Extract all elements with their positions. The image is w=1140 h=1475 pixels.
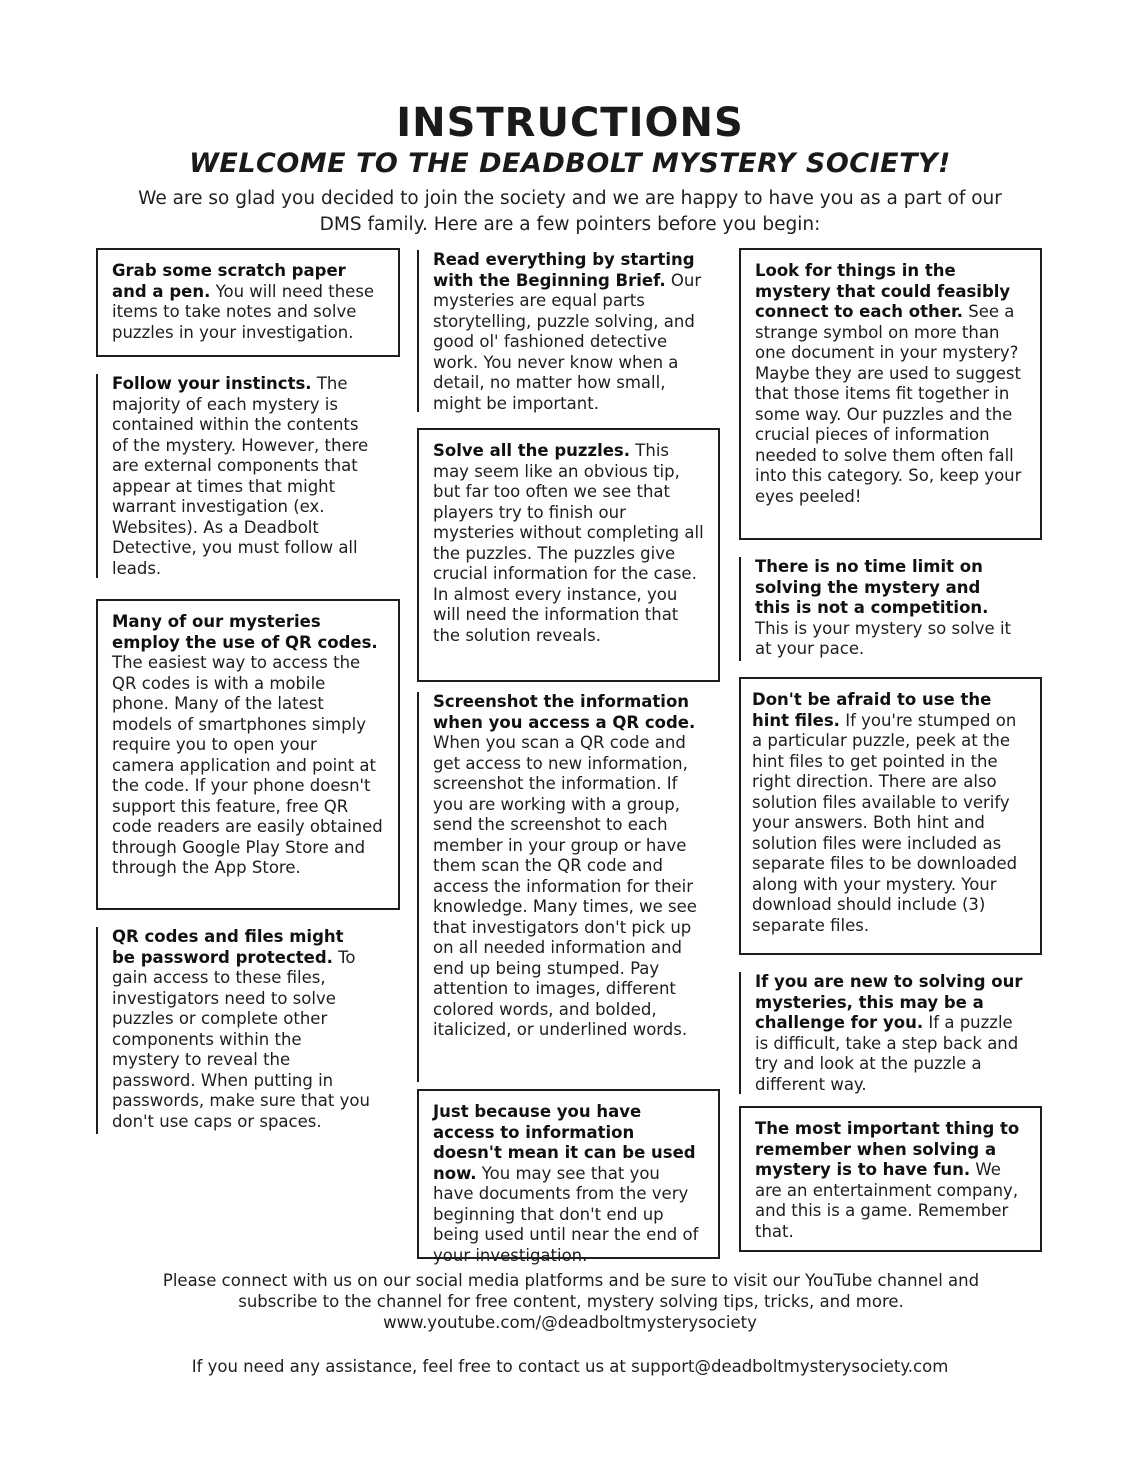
tip-heading: Solve all the puzzles. [433, 441, 631, 460]
intro-text: We are so glad you decided to join the society and we are happy to have you as a part of our DMS family. Here are a few pointers before you begin: [138, 188, 1002, 235]
tip-screenshot [417, 692, 717, 1082]
tip-no-time-limit [739, 557, 1029, 661]
tip-body: Our mysteries are equal parts storytelling, puzzle solving, and good ol' fashioned detective work. You never know when a detail, no matter how small, might be important. [433, 270, 702, 413]
tip-hint-files [739, 677, 1042, 955]
page-subtitle: WELCOME TO THE DEADBOLT MYSTERY SOCIETY! [189, 148, 951, 179]
tip-heading: If you are new to solving our mysteries, this may be a challenge for you. [755, 972, 1023, 1032]
tip-heading: Read everything by starting with the Beginning Brief. [433, 250, 695, 290]
tip-heading: Follow your instincts. [112, 374, 312, 393]
tip-body: The majority of each mystery is contained within the contents of the mystery. However, there are external components that appear at times that might warrant investigation (ex. Websites). As a Deadbolt Detective, you must follow all leads. [112, 374, 369, 578]
tip-solve-puzzles [417, 428, 720, 682]
tip-heading: Just because you have access to information doesn't mean it can be used now. [433, 1102, 696, 1183]
tip-have-fun [739, 1106, 1042, 1252]
tip-password-protected [96, 927, 386, 1134]
tip-body: See a strange symbol on more than one document in your mystery? Maybe they are used to suggest that those items fit together in some way. Our puzzles and the crucial pieces of information needed to solve them often fall into this category. So, keep your eyes peeled! [755, 302, 1022, 506]
tip-access-information [417, 1089, 720, 1265]
tip-body: You may see that you have documents from the very beginning that don't end up being used until near the end of your investigation. [433, 1163, 699, 1265]
tip-connect-things [739, 248, 1042, 540]
tip-body: To gain access to these files, investigators need to solve puzzles or complete other components within the mystery to reveal the password. When putting in passwords, make sure that you don't use caps or spaces. [112, 947, 370, 1131]
page-title: INSTRUCTIONS [396, 100, 744, 146]
tip-heading: Many of our mysteries employ the use of QR codes. [112, 612, 378, 652]
tip-new-solvers [739, 972, 1037, 1094]
tip-body: This is your mystery so solve it at your pace. [755, 618, 1012, 658]
tip-heading: There is no time limit on solving the mystery and this is not a competition. [755, 557, 989, 617]
tip-body: We are an entertainment company, and this is a game. Remember that. [755, 1160, 1019, 1241]
tip-body: If a puzzle is difficult, take a step back and try and look at the puzzle a different way. [755, 1013, 1019, 1094]
tip-scratch-paper [96, 248, 400, 357]
tip-body: The easiest way to access the QR codes is with a mobile phone. Many of the latest models of smartphones simply require you to open your camera application and point at the code. If your phone doesn't support this feature, free QR code readers are easily obtained through Google Play Store and through the App Store. [112, 653, 383, 877]
tip-body: This may seem like an obvious tip, but far too often we see that players try to finish our mysteries without completing all the puzzles. The puzzles give crucial information for the case. In almost every instance, you will need the information that the solution reveals. [433, 441, 704, 645]
tip-heading: Screenshot the information when you access a QR code. [433, 692, 696, 732]
youtube-link[interactable]: www.youtube.com/@deadboltmysterysociety [383, 1313, 757, 1332]
tip-qr-codes [96, 599, 400, 910]
tip-body: You will need these items to take notes and solve puzzles in your investigation. [112, 281, 375, 342]
support-contact: If you need any assistance, feel free to contact us at support@deadboltmysterysociety.com [191, 1357, 949, 1376]
tip-heading: Don't be afraid to use the hint files. [752, 690, 992, 730]
social-media-note: Please connect with us on our social media platforms and be sure to visit our YouTube channel and subscribe to the channel for free content, mystery solving tips, tricks, and more. [162, 1271, 980, 1311]
tip-heading: Grab some scratch paper and a pen. [112, 261, 346, 301]
tip-body: When you scan a QR code and get access to new information, screenshot the information. If you are working with a group, send the screenshot to each member in your group or have them scan the QR code and access the information for their knowledge. Many times, we see that investigators don't pick up on all needed information and end up being stumped. Pay attention to images, different colored words, and bolded, italicized, or underlined words. [433, 733, 697, 1039]
tip-read-everything [417, 250, 717, 412]
tip-body: If you're stumped on a particular puzzle, peek at the hint files to get pointed in the right direction. There are also solution files available to verify your answers. Both hint and solution files were included as separate files to be downloaded along with your mystery. Your download should include (3) separate files. [752, 710, 1018, 935]
tip-heading: The most important thing to remember when solving a mystery is to have fun. [755, 1119, 1020, 1179]
tip-heading: Look for things in the mystery that could feasibly connect to each other. [755, 261, 1011, 321]
tip-follow-instincts [96, 374, 386, 578]
tip-heading: QR codes and files might be password protected. [112, 927, 344, 967]
